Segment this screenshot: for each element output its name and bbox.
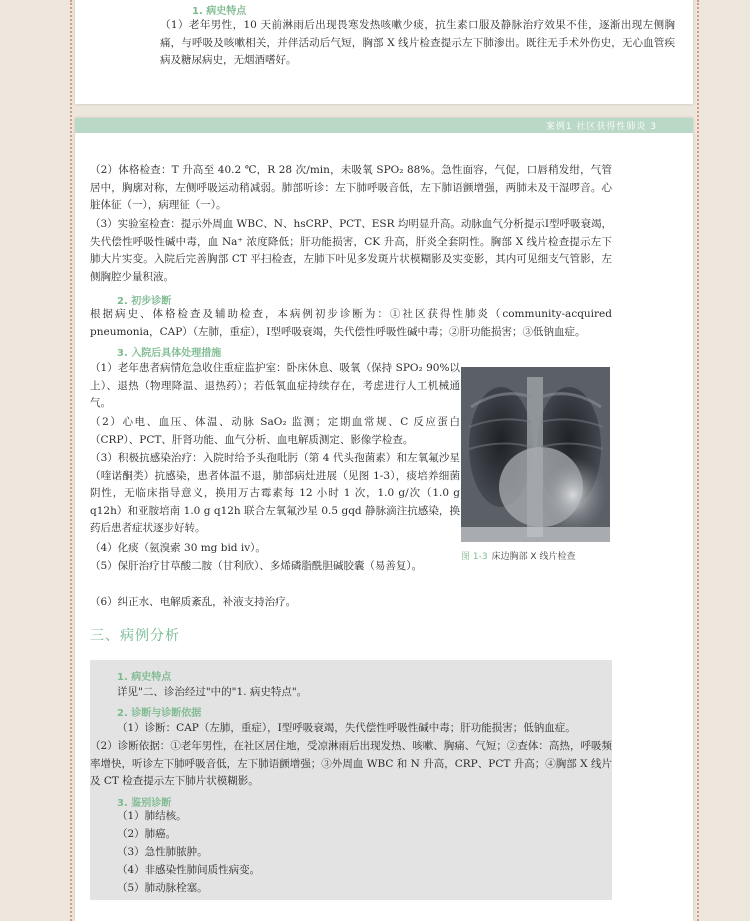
running-header-title: 案例1 社区获得性肺炎 3 [545,122,657,132]
chest-xray-image [461,367,610,542]
treatment-item-6: （6）纠正水、电解质紊乱，补液支持治疗。 [90,596,297,608]
treatment-heading: 3. 入院后具体处理措施 [117,348,222,359]
diagnosis-basis-heading: 2. 诊断与诊断依据 [117,708,202,719]
case-analysis-chapter-title: 三、病例分析 [90,628,180,644]
analysis-history-heading: 1. 病史特点 [117,672,172,683]
differential-item-3: （3）急性肺脓肿。 [117,846,208,858]
right-margin-rule [697,0,699,921]
left-margin-rule [70,0,72,921]
differential-item-4: （4）非感染性肺间质性病变。 [117,864,261,876]
analysis-history-text: 详见"二、诊治经过"中的"1. 病史特点"。 [117,686,308,698]
history-paragraph-1: （1）老年男性，10 天前淋雨后出现畏寒发热咳嗽少痰，抗生素口服及静脉治疗效果不佳，逐渐出现左侧胸痛，与呼吸及咳嗽相关，并伴活动后气短，胸部 X 线片检查提示左下肺渗出。既往无手术外伤史，无心血管疾病及糖尿病史，无烟酒嗜好。 [160,19,675,66]
figure-caption [461,549,575,562]
treatment-item-4: （4）化痰（氨溴索 30 mg bid iv）。 [90,542,266,554]
diagnosis-basis-text: （2）诊断依据：①老年男性，在社区居住地，受凉淋雨后出现发热、咳嗽、胸痛、气短；②查体：高热，呼吸频率增快，听诊左下肺呼吸音低，左下肺语颤增强；③外周血 WBC 和 N 升高，CRP、PCT 升高；④胸部 X 线片及 CT 检查提示左下肺片状模糊影。 [90,740,612,787]
figure-number: 图 1-3 [461,552,488,562]
history-features-heading: 1. 病史特点 [192,6,247,17]
differential-diagnosis-heading: 3. 鉴别诊断 [117,798,172,809]
differential-item-1: （1）肺结核。 [117,810,187,822]
initial-diagnosis-heading: 2. 初步诊断 [117,296,172,307]
physical-exam-paragraph: （2）体格检查：T 升高至 40.2 ℃，R 28 次/min，未吸氧 SPO₂ 88%。急性面容，气促，口唇稍发绀，气管居中，胸廓对称，左侧呼吸运动稍减弱。肺部听诊：左下肺呼吸音低，左下肺语颤增强，两肺未及干湿啰音。心脏体征（一），病理征（一）。 [90,164,612,211]
treatment-item-2: （2）心电、血压、体温、动脉 SaO₂ 监测；定期血常规、C 反应蛋白（CRP）、PCT、肝肾功能、血气分析、血电解质测定、影像学检查。 [90,416,460,446]
initial-diagnosis-paragraph: 根据病史、体格检查及辅助检查，本病例初步诊断为：①社区获得性肺炎（community-acquired pneumonia，CAP）（左肺，重症），Ⅰ型呼吸衰竭，失代偿性呼吸性碱中毒；②肝功能损害；③低钠血症。 [90,308,612,338]
lab-exam-paragraph: （3）实验室检查：提示外周血 WBC、N、hsCRP、PCT、ESR 均明显升高。动脉血气分析提示Ⅰ型呼吸衰竭，失代偿性呼吸性碱中毒，血 Na⁺ 浓度降低；肝功能损害，CK 升高，肝炎全套阴性。胸部 X 线片检查提示左下肺大片实变。入院后完善胸部 CT 平扫检查，左肺下叶见多发斑片状模糊影及实变影，其内可见细支气管影，左侧胸腔少量积液。 [90,218,612,283]
xray-drawing [461,367,610,542]
differential-item-5: （5）肺动脉栓塞。 [117,882,208,894]
treatment-item-5: （5）保肝治疗甘草酸二胺（甘利欣）、多烯磷脂酰胆碱胶囊（易善复）。 [90,560,423,572]
treatment-item-3: （3）积极抗感染治疗：入院时给予头孢吡肟（第 4 代头孢菌素）和左氧氟沙星（喹诺酮类）抗感染，患者体温不退，肺部病灶进展（见图 1-3），痰培养细菌阴性，无临床指导意义，换用万古霉素每 12 小时 1 次，1.0 g/次（1.0 g q12h）和亚胺培南 1.0 g q12h 联合左氧氟沙星 0.5 gqd 静脉滴注抗感染，换药后患者症状逐步好转。 [90,452,460,534]
differential-item-2: （2）肺癌。 [117,828,177,840]
treatment-item-1: （1）老年患者病情危急收住重症监护室：卧床休息、吸氧（保持 SPO₂ 90%以上）、退热（物理降温、退热药）；若低氧血症持续存在，考虑进行人工机械通气。 [90,362,460,409]
running-header-band [75,118,693,133]
figure-caption-text: 床边胸部 X 线片检查 [491,552,576,562]
diagnosis-text: （1）诊断：CAP（左肺，重症），Ⅰ型呼吸衰竭，失代偿性呼吸性碱中毒；肝功能损害；低钠血症。 [117,722,576,734]
